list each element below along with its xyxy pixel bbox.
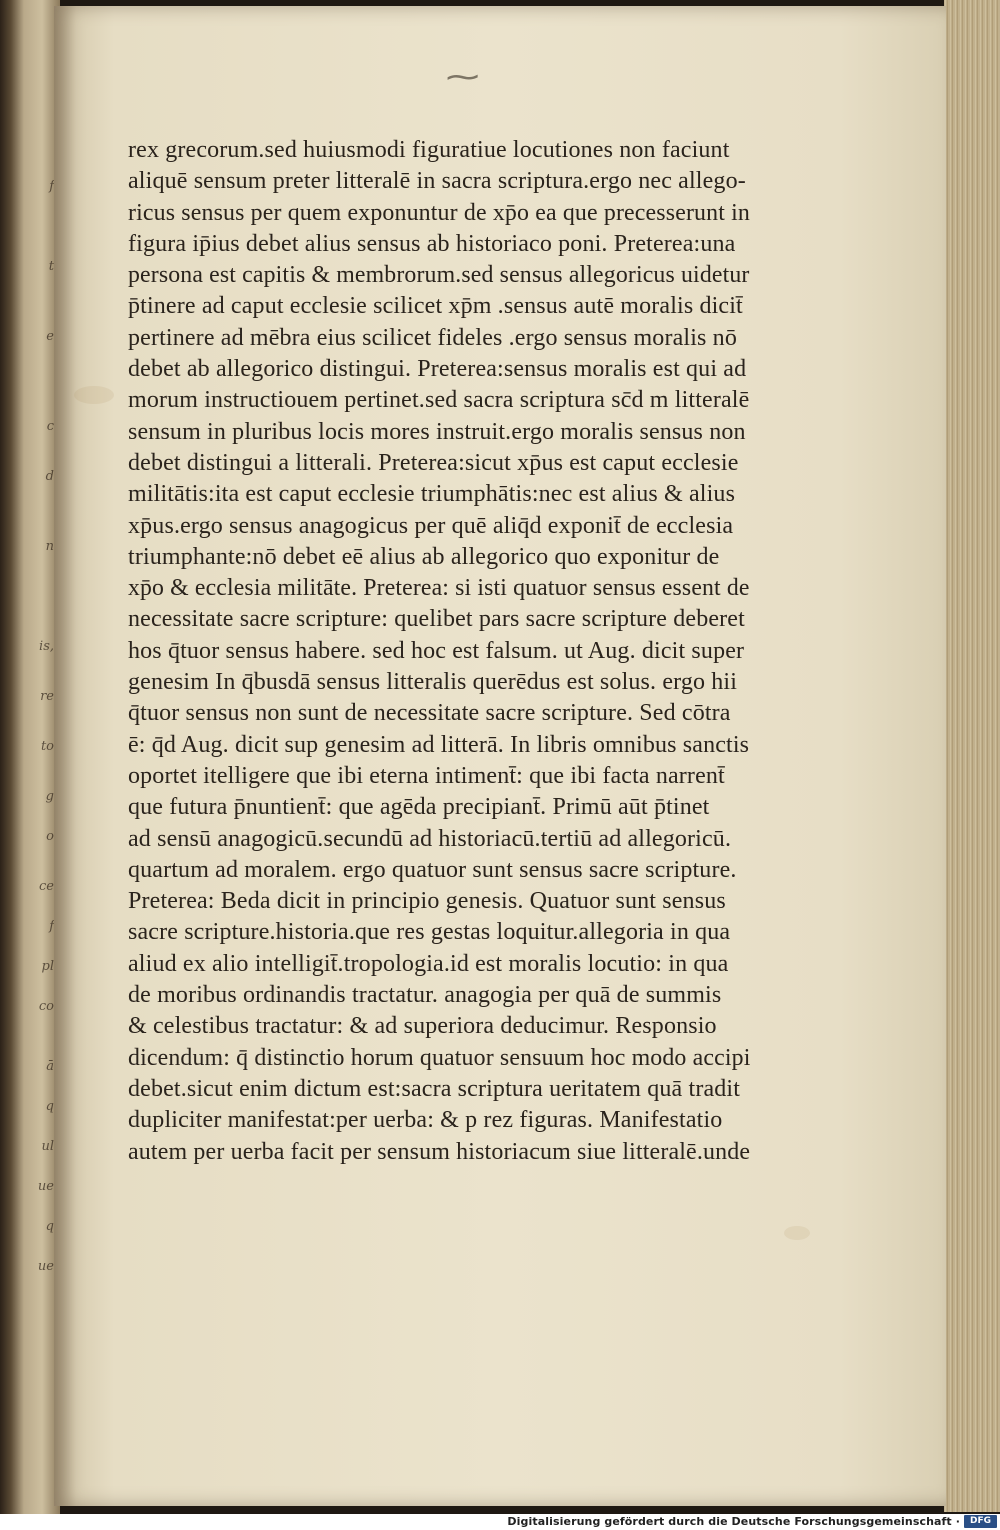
left-page-fragment: q [45,1219,54,1234]
left-page-fragment: f [49,919,54,934]
text-line: Preterea: Beda dicit in principio genesis. Quatuor sunt sensus [128,888,726,915]
text-line: debet.sicut enim dictum est:sacra scriptura ueritatem quā tradit [128,1075,741,1102]
left-page-fragment: t [48,259,54,274]
text-line: debet distingui a litterali. Preterea:sicut xp̄us est caput ecclesie [128,449,739,476]
text-line: & celestibus tractatur: & ad superiora deducimur. Responsio [128,1013,717,1040]
left-page-fragment: d [45,469,54,484]
left-page-fragment: ue [37,1179,54,1194]
text-line: aliud ex alio intelligit̄.tropologia.id est moralis locutio: in qua [128,950,729,977]
text-block [128,135,750,1168]
text-line: genesim In q̄busdā sensus litteralis querēdus est solus. ergo hii [128,669,738,696]
left-page-fragment: re [40,689,54,704]
left-page-fragment: c [46,419,54,434]
text-line: sacre scripture.historia.que res gestas loquitur.allegoria in qua [128,919,731,946]
text-line: dicendum: q̄ distinctio horum quatuor sensuum hoc modo accipi [128,1044,751,1071]
text-line: de moribus ordinandis tractatur. anagogia per quā de summis [128,982,722,1009]
text-line: morum instructiouem pertinet.sed sacra scriptura sc̄d m litteralē [128,387,750,414]
page-stack-edge [944,0,1000,1512]
text-line: necessitate sacre scripture: quelibet pars sacre scripture deberet [128,606,745,633]
footer-banner [0,1514,1000,1530]
left-page-fragment: f [49,179,54,194]
text-line: ricus sensus per quem exponuntur de xp̄o ea que precesserunt in [128,199,750,226]
text-line: triumphante:nō debet eē alius ab allegorico quo exponitur de [128,543,720,570]
text-line: debet ab allegorico distingui. Preterea:sensus moralis est qui ad [128,356,747,383]
dfg-logo: DFG [964,1515,997,1528]
left-page-fragment: n [45,539,54,554]
left-page-fragment: ul [41,1139,54,1154]
left-page-fragment: is, [39,639,54,654]
text-line: xp̄o & ecclesia militāte. Preterea: si isti quatuor sensus essent de [128,575,750,602]
left-page-edge [0,0,60,1520]
stain [74,386,114,404]
text-line: persona est capitis & membrorum.sed sensus allegoricus uidetur [128,262,750,289]
left-page-fragment: co [38,999,54,1014]
text-line: p̄tinere ad caput ecclesie scilicet xp̄m .sensus autē moralis dicit̄ [128,293,743,320]
text-line: q̄tuor sensus non sunt de necessitate sacre scripture. Sed cōtra [128,700,731,727]
text-line: ē: q̄d Aug. dicit sup genesim ad litterā. In libris omnibus sanctis [128,731,750,758]
text-line: dupliciter manifestat:per uerba: & p rez figuras. Manifestatio [128,1107,723,1134]
text-line: pertinere ad mēbra eius scilicet fideles .ergo sensus moralis nō [128,324,737,351]
left-page-fragment: e [46,329,54,344]
text-line: quartum ad moralem. ergo quatuor sunt sensus sacre scripture. [128,856,737,883]
left-page-fragment: g [45,789,54,804]
text-line: sensum in pluribus locis mores instruit.ergo moralis sensus non [128,418,746,445]
left-page-fragment: o [46,829,54,844]
text-line: xp̄us.ergo sensus anagogicus per quē aliq̄d exponit̄ de ecclesia [128,512,734,539]
left-page-fragment: ce [39,879,54,894]
text-line: figura ip̄ius debet alius sensus ab historiaco poni. Preterea:una [128,230,736,257]
stain [784,1226,810,1240]
text-line: militātis:ita est caput ecclesie triumphātis:nec est alius & alius [128,481,736,508]
left-page-fragment: ā [46,1059,54,1074]
text-line: hos q̄tuor sensus habere. sed hoc est falsum. ut Aug. dicit super [128,637,745,664]
left-page-fragment: to [40,739,54,754]
footer-text: Digitalisierung gefördert durch die Deutsche Forschungsgemeinschaft · [507,1515,960,1528]
text-line: autem per uerba facit per sensum historiacum siue litteralē.unde [128,1138,751,1165]
text-line: ad sensū anagogicū.secundū ad historiacū.tertiū ad allegoricū. [128,825,732,852]
text-line: oportet itelligere que ibi eterna intiment̄: que ibi facta narrent̄ [128,762,725,789]
text-line: que futura p̄nuntient̄: que agēda precipiant̄. Primū aūt p̄tinet [128,794,710,821]
text-line: rex grecorum.sed huiusmodi figuratiue locutiones non faciunt [128,137,730,163]
left-page-fragment: pl [41,959,54,974]
left-page-fragment: q [45,1099,54,1114]
left-page-fragment: ue [37,1259,54,1274]
page-mark: ~ [442,60,483,95]
text-line: aliquē sensum preter litteralē in sacra scriptura.ergo nec allego- [128,168,746,195]
